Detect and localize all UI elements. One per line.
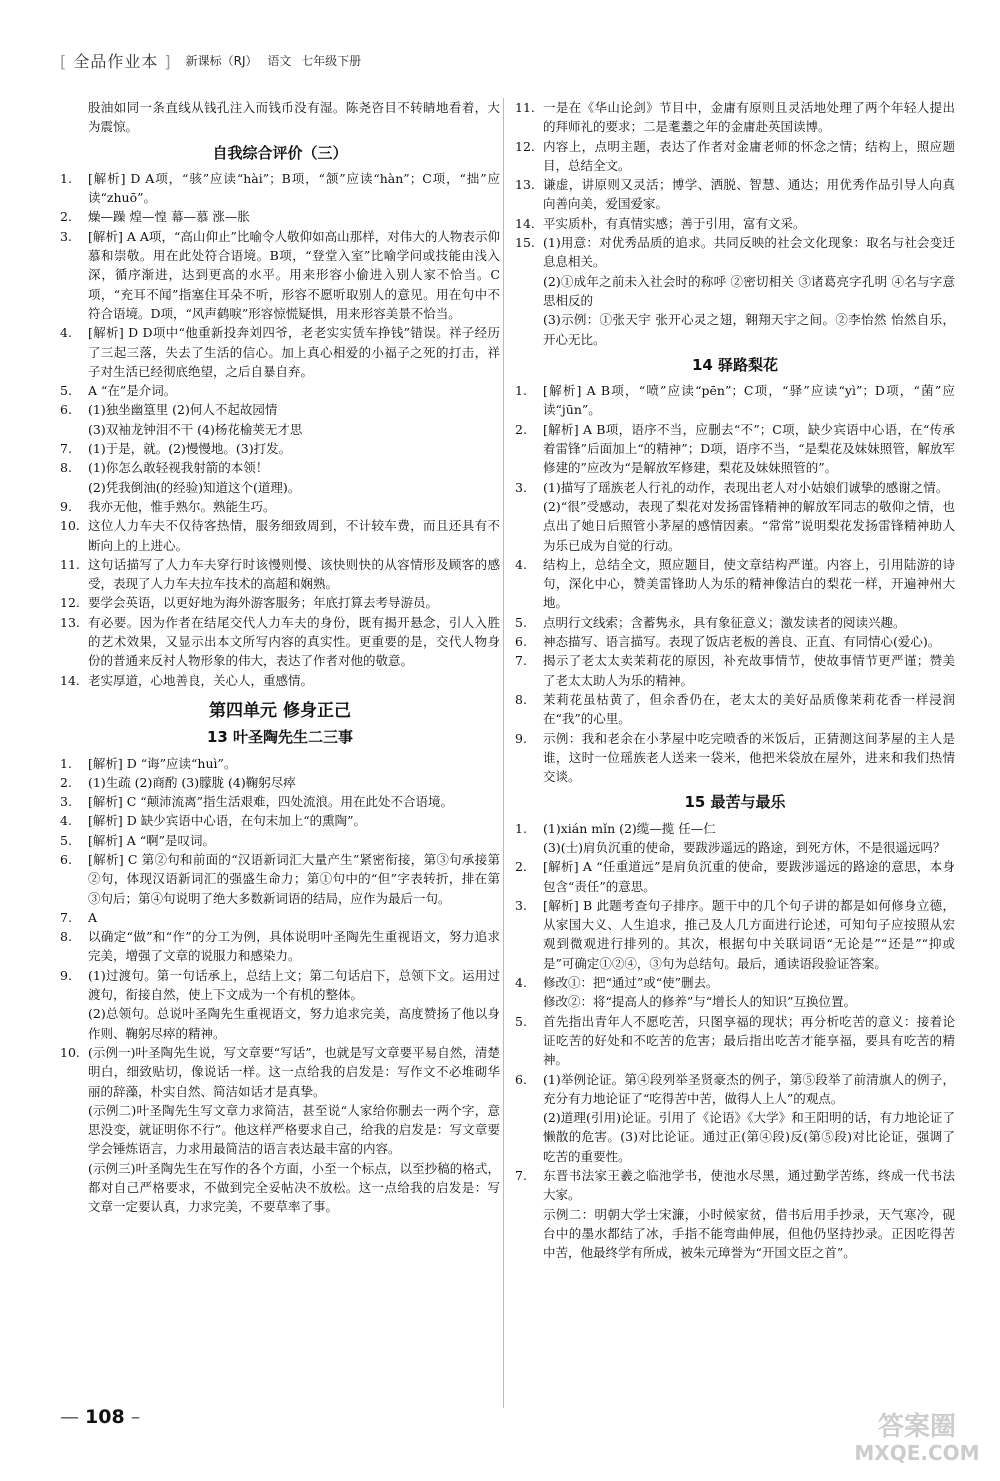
answer-item bbox=[60, 497, 500, 516]
answer-number: 3. bbox=[515, 897, 527, 913]
answer-text: 内容上，点明主题，表达了作者对金庸老师的怀念之情；结构上，照应题目，总结全文。 bbox=[543, 138, 955, 173]
answer-number: 7. bbox=[60, 441, 72, 457]
answer-item bbox=[60, 400, 500, 419]
answer-number: 7. bbox=[515, 1168, 527, 1184]
answer-text: 一是在《华山论剑》节目中，金庸有原则且灵活地处理了两个年轻人提出的拜师礼的要求；二是耄耋之年的金庸赴英国读博。 bbox=[543, 100, 955, 135]
answer-text: [解析] A B项，语序不当，应删去“不”；C项，缺少宾语中心语，在“传承着雷锋”后面加上“的精神”；D项，语序不当，“是梨花及妹妹照管，解放军修建的”应改为“是解放军修建，梨花及妹妹照管的”。 bbox=[543, 421, 955, 476]
answer-text: 神态描写、语言描写。表现了饭店老板的善良、正直、有同情心(爱心)。 bbox=[543, 634, 941, 650]
book-info: 新课标（RJ） 语文 七年级下册 bbox=[185, 53, 362, 68]
answer-number: 11. bbox=[515, 100, 535, 115]
answer-number: 8. bbox=[60, 460, 72, 476]
answer-item bbox=[515, 214, 955, 233]
answer-item bbox=[515, 1166, 955, 1205]
answer-number: 5. bbox=[60, 383, 72, 399]
answer-item bbox=[60, 850, 500, 908]
answer-text: 有必要。因为作者在结尾交代人力车夫的身份，既有揭开悬念，引人入胜的艺术效果，又显示出本文所写内容的真实性。更重要的是，交代人物身份的普通来反衬人物形象的伟大，表达了作者对他的敬意。 bbox=[88, 614, 500, 669]
left-column bbox=[60, 98, 500, 1217]
answer-text: 这句话描写了人力车夫穿行时该慢则慢、该快则快的从容情形及顾客的感受，表现了人力车夫拉车技术的高超和娴熟。 bbox=[88, 556, 500, 592]
answer-number: 13. bbox=[60, 614, 80, 630]
section-title: 13 叶圣陶先生二三事 bbox=[206, 728, 354, 747]
answer-text: 谦虚，讲原则又灵活；博学、洒脱、智慧、通达；用优秀作品引导人向真向善向美，爱国爱家。 bbox=[543, 177, 955, 212]
unit-title: 第四单元 修身正己 bbox=[209, 700, 351, 721]
answer-subline: 修改②：将“提高人的修养”与“增长人的知识”互换位置。 bbox=[543, 994, 857, 1010]
answer-subline: (2)“很”受感动，表现了梨花对发扬雷锋精神的解放军同志的敬仰之情，也点出了她日后照管小茅屋的感情因素。“常常”说明梨花发扬雷锋精神助人为乐已成为自觉的行动。 bbox=[543, 498, 955, 553]
answer-text: [解析] B 此题考查句子排序。题干中的几个句子讲的都是如何修身立德，从家国大义、人生追求，推己及人几方面进行论述，可知句子应按照从宏观到微观进行排列的。其次，根据句中关联词语“无论是”“还是”“抑或是”可确定①②④，③句为总结句。最后，通读语段验证答案。 bbox=[543, 897, 955, 971]
answer-number: 6. bbox=[60, 851, 72, 867]
answer-item bbox=[60, 458, 500, 477]
answer-text: 茉莉花虽枯黄了，但余香仍在，老太太的美好品质像茉莉花香一样浸润在“我”的心里。 bbox=[543, 691, 955, 727]
answer-item bbox=[515, 478, 955, 497]
answer-number: 15. bbox=[515, 235, 535, 251]
answer-item bbox=[60, 773, 500, 792]
answer-text: [解析] A B项，“喷”应读“pēn”；C项，“驿”应读“yì”；D项，“菌”应读“jūn”。 bbox=[543, 383, 955, 418]
answer-item bbox=[515, 857, 955, 896]
paragraph: 股油如同一条直线从钱孔注入而钱币没有湿。陈尧咨目不转睛地看着，大为震惊。 bbox=[88, 100, 500, 135]
answer-subline: (2)道理(引用)论证。引用了《论语》《大学》和王阳明的话，有力地论证了懒散的危害。(3)对比论证。通过正(第④段)反(第⑤段)对比论证，强调了吃苦的重要性。 bbox=[543, 1110, 955, 1164]
answer-number: 1. bbox=[60, 170, 72, 186]
answer-text: (示例一)叶圣陶先生说，写文章要“写话”，也就是写文章要平易自然，清楚明白，细致贴切，像说话一样。这一点给我的启发是：写作文不必堆砌华丽的辞藻，朴实自然、简洁如话才是真挚。 bbox=[88, 1044, 500, 1099]
answer-number: 12. bbox=[515, 138, 535, 154]
answer-number: 4. bbox=[515, 556, 527, 572]
answer-text: [解析] C 第②句和前面的“汉语新词汇大量产生”紧密衔接，第③句承接第②句，体现汉语新词汇的强盛生命力；第①句中的“但”字表转折，排在第③句后；第④句说明了绝大多数新词语的结局，应作为最后一句。 bbox=[88, 851, 500, 906]
section-title: 14 驿路梨花 bbox=[691, 355, 779, 374]
answer-text: [解析] D “诲”应读“huì”。 bbox=[88, 755, 237, 771]
answer-item bbox=[515, 729, 955, 787]
section-title: 自我综合评价（三） bbox=[212, 143, 348, 162]
answer-text: 修改①：把“通过”或“使”删去。 bbox=[543, 975, 719, 991]
answer-number: 2. bbox=[515, 421, 527, 437]
answer-item bbox=[60, 381, 500, 400]
answer-item bbox=[60, 516, 500, 555]
answer-item bbox=[515, 632, 955, 651]
watermark-top: 答案圈 bbox=[877, 1412, 957, 1442]
answer-subline: (2)凭我倒油(的经验)知道这个(道理)。 bbox=[88, 479, 301, 495]
answer-subline: (示例二)叶圣陶先生写文章力求简洁，甚至说“人家给你删去一两个字，意思没变，就证明你不行”。他这样严格要求自己，给我的启发是：写文章要学会锤炼语言，力求用最简洁的语言表达最丰富的内容。 bbox=[88, 1102, 500, 1157]
answer-number: 6. bbox=[515, 1071, 527, 1087]
answer-number: 8. bbox=[60, 929, 72, 945]
answer-number: 10. bbox=[60, 518, 80, 534]
answer-item bbox=[60, 671, 500, 690]
answer-item bbox=[60, 613, 500, 671]
answer-item bbox=[60, 811, 500, 830]
page-number: — 108 – bbox=[60, 1406, 140, 1428]
answer-text: 点明行文线索；含蓄隽永，具有象征意义；激发读者的阅读兴趣。 bbox=[543, 614, 906, 630]
answer-item bbox=[60, 207, 500, 226]
answer-item bbox=[515, 1012, 955, 1070]
answer-text: [解析] A “啊”是叹词。 bbox=[88, 832, 216, 848]
answer-number: 1. bbox=[515, 820, 527, 836]
answer-number: 5. bbox=[60, 832, 72, 848]
brand-title: [ 全品作业本 ] bbox=[60, 51, 172, 71]
answer-item bbox=[515, 555, 955, 613]
answer-text: A bbox=[88, 909, 98, 925]
answer-text: 平实质朴，有真情实感；善于引用，富有文采。 bbox=[543, 215, 806, 231]
answer-text: (1)xián mǐn (2)缆—揽 任—仁 bbox=[543, 820, 716, 836]
answer-number: 9. bbox=[60, 498, 72, 514]
answer-text: (1)描写了瑶族老人行礼的动作，表现出老人对小姑娘们诚挚的感谢之情。 bbox=[543, 479, 949, 495]
answer-item bbox=[60, 1043, 500, 1101]
answer-text: (1)过渡句。第一句话承上，总结上文；第二句话启下，总领下文。运用过渡句，衔接自然，使上下文成为一个有机的整体。 bbox=[88, 967, 500, 1003]
answer-text: [解析] D 缺少宾语中心语，在句末加上“的熏陶”。 bbox=[88, 813, 367, 829]
answer-text: 揭示了老太太卖茉莉花的原因，补充故事情节，使故事情节更严谨；赞美了老太太助人为乐的精神。 bbox=[543, 653, 955, 688]
answer-number: 7. bbox=[60, 909, 72, 925]
answer-subline: (示例三)叶圣陶先生在写作的各个方面，小至一个标点，以至抄稿的格式，都对自己严格要求，不做到完全妥帖决不放松。这一点给我的启发是：写文章一定要认真，力求完美，不要草率了事。 bbox=[88, 1160, 500, 1215]
answer-number: 3. bbox=[60, 794, 72, 810]
answer-number: 3. bbox=[515, 479, 527, 495]
answer-number: 1. bbox=[515, 383, 527, 399]
answer-item bbox=[515, 137, 955, 176]
answer-text: A “在”是介词。 bbox=[88, 383, 177, 399]
answer-item bbox=[60, 169, 500, 208]
right-column bbox=[515, 98, 955, 1263]
answer-subline: (2)①成年之前未入社会时的称呼 ②密切相关 ③诸葛亮字孔明 ④名与字意思相反的 bbox=[543, 273, 955, 308]
answer-item bbox=[515, 98, 955, 137]
answer-item bbox=[515, 1070, 955, 1109]
answer-text: [解析] A “任重道远”是肩负沉重的使命，要跋涉遥远的路途的意思，本身包含“责任”的意思。 bbox=[543, 859, 955, 894]
answer-item bbox=[60, 323, 500, 381]
answer-item bbox=[515, 651, 955, 690]
answer-text: 老实厚道，心地善良，关心人，重感情。 bbox=[88, 672, 314, 688]
answer-text: 这位人力车夫不仅待客热情，服务细致周到，不计较车费，而且还具有不断向上的上进心。 bbox=[88, 518, 500, 553]
answer-item bbox=[515, 973, 955, 992]
answer-number: 14. bbox=[515, 215, 535, 231]
answer-number: 6. bbox=[515, 634, 527, 650]
answer-item bbox=[60, 593, 500, 612]
answer-text: 以确定“做”和“作”的分工为例，具体说明叶圣陶先生重视语文，努力追求完美，增强了文章的说服力和感染力。 bbox=[88, 929, 500, 964]
answer-number: 6. bbox=[60, 402, 72, 418]
answer-number: 9. bbox=[60, 967, 72, 983]
answer-text: (1)你怎么敢轻视我射箭的本领！ bbox=[88, 460, 269, 476]
answer-item bbox=[515, 690, 955, 729]
answer-number: 13. bbox=[515, 177, 535, 193]
answer-item bbox=[60, 439, 500, 458]
answer-number: 10. bbox=[60, 1044, 80, 1060]
answer-text: 东晋书法家王羲之临池学书，使池水尽黑，通过勤学苦练，终成一代书法大家。 bbox=[543, 1168, 955, 1203]
answer-subline: 示例二：明朝大学士宋濂，小时候家贫，借书后用手抄录，天气寒冷，砚台中的墨水都结了冰，手指不能弯曲伸展，但他仍坚持抄录。正因吃得苦中苦，他最终学有所成，被朱元璋誉为“开国文臣之首”。 bbox=[543, 1206, 955, 1261]
answer-item bbox=[515, 175, 955, 214]
answer-subline: (3)(士)肩负沉重的使命，要跋涉遥远的路途，到死方休，不是很遥远吗？ bbox=[543, 839, 946, 855]
answer-item bbox=[60, 555, 500, 594]
page-header bbox=[60, 40, 361, 80]
answer-item bbox=[515, 381, 955, 420]
answer-item bbox=[60, 754, 500, 773]
answer-text: 我亦无他，惟手熟尔。熟能生巧。 bbox=[88, 498, 276, 514]
answer-item bbox=[60, 831, 500, 850]
answer-text: 结构上，总结全文，照应题目，使文章结构严谨。内容上，引用陆游的诗句，深化中心，赞美雷锋助人为乐的精神像洁白的梨花一样，开遍神州大地。 bbox=[543, 556, 955, 611]
answer-item bbox=[515, 613, 955, 632]
answer-text: 首先指出青年人不愿吃苦，只图享福的现状；再分析吃苦的意义：接着论证吃苦的好处和不吃苦的危害；最后指出吃苦才能享福，要具有吃苦的精神。 bbox=[543, 1013, 955, 1068]
answer-number: 5. bbox=[515, 1013, 527, 1029]
answer-item bbox=[60, 966, 500, 1005]
answer-item bbox=[60, 227, 500, 323]
answer-item bbox=[515, 896, 955, 973]
answer-number: 2. bbox=[60, 209, 72, 225]
answer-number: 11. bbox=[60, 556, 80, 572]
answer-subline: (3)示例：①张天宇 张开心灵之翅，翱翔天宇之间。②李怡然 怡然自乐，开心无比。 bbox=[543, 312, 955, 347]
answer-item bbox=[60, 927, 500, 966]
answer-subline: (2)总领句。总说叶圣陶先生重视语文，努力追求完美，高度赞扬了他以身作则、鞠躬尽瘁的精神。 bbox=[88, 1006, 500, 1041]
answer-number: 4. bbox=[60, 325, 72, 341]
answer-text: 要学会英语，以更好地为海外游客服务；年底打算去考导游员。 bbox=[88, 595, 439, 611]
answer-number: 9. bbox=[515, 730, 527, 746]
watermark-logo bbox=[852, 1405, 982, 1467]
answer-item bbox=[515, 420, 955, 478]
answer-number: 7. bbox=[515, 653, 527, 669]
column-divider bbox=[503, 98, 504, 1408]
answer-text: [解析] D D项中“他重新投奔刘四爷，老老实实赁车挣钱”错误。祥子经历了三起三落，失去了生活的信心。加上真心相爱的小福子之死的打击，祥子对生活已经彻底绝望，之后自暴自弃。 bbox=[88, 325, 500, 379]
answer-text: (1)用意：对优秀品质的追求。共同反映的社会文化现象：取名与社会变迁息息相关。 bbox=[543, 235, 955, 270]
answer-item bbox=[515, 819, 955, 838]
answer-text: (1)举例论证。第④段列举圣贤豪杰的例子，第⑤段举了前清旗人的例子，充分有力地论证了“吃得苦中苦，做得人上人”的观点。 bbox=[543, 1071, 955, 1106]
answer-number: 4. bbox=[515, 975, 527, 991]
answer-number: 5. bbox=[515, 614, 527, 630]
answer-subline: (3)双袖龙钟泪不干 (4)杨花榆荚无才思 bbox=[88, 421, 303, 437]
watermark-bottom: MXQE.COM bbox=[854, 1441, 980, 1465]
answer-text: [解析] A A项，“高山仰止”比喻令人敬仰如高山那样，对伟大的人物表示仰慕和崇敬。用在此处符合语境。B项，“登堂入室”比喻学问或技能由浅入深，循序渐进，达到更高的水平。用来形容小偷进入别人家不恰当。C项，“充耳不闻”指塞住耳朵不听，形容不愿听取别人的意见。用在句中不符合语境。D项，“风声鹤唳”形容惊慌疑惧，用来形容美景不恰当。 bbox=[88, 228, 500, 321]
answer-text: (1)独坐幽篁里 (2)何人不起故园情 bbox=[88, 402, 278, 418]
answer-item bbox=[515, 233, 955, 272]
answer-number: 12. bbox=[60, 595, 80, 611]
answer-text: 示例：我和老余在小茅屋中吃完喷香的米饭后，正猜测这间茅屋的主人是谁，这时一位瑶族老人送来一袋米，他把米袋放在屋外，进来和我们热情交谈。 bbox=[543, 730, 955, 785]
answer-number: 1. bbox=[60, 755, 72, 771]
answer-text: [解析] D A项，“骇”应读“hài”；B项，“颔”应读“hàn”；C项，“拙”应读“zhuō”。 bbox=[88, 170, 500, 206]
answer-number: 2. bbox=[515, 859, 527, 875]
answer-text: (1)于是，就。(2)慢慢地。(3)打发。 bbox=[88, 441, 292, 457]
answer-text: [解析] C “颠沛流离”指生活艰难，四处流浪。用在此处不合语境。 bbox=[88, 794, 454, 810]
answer-number: 3. bbox=[60, 228, 72, 244]
answer-number: 14. bbox=[60, 672, 80, 688]
answer-item bbox=[60, 792, 500, 811]
answer-text: (1)生疏 (2)商酌 (3)朦胧 (4)鞠躬尽瘁 bbox=[88, 774, 296, 790]
answer-text: 燥—躁 煌—惶 幕—慕 涨—胀 bbox=[88, 209, 250, 225]
section-title: 15 最苦与最乐 bbox=[684, 793, 786, 812]
answer-number: 8. bbox=[515, 691, 527, 707]
answer-item bbox=[60, 908, 500, 927]
answer-number: 2. bbox=[60, 774, 72, 790]
answer-number: 4. bbox=[60, 813, 72, 829]
